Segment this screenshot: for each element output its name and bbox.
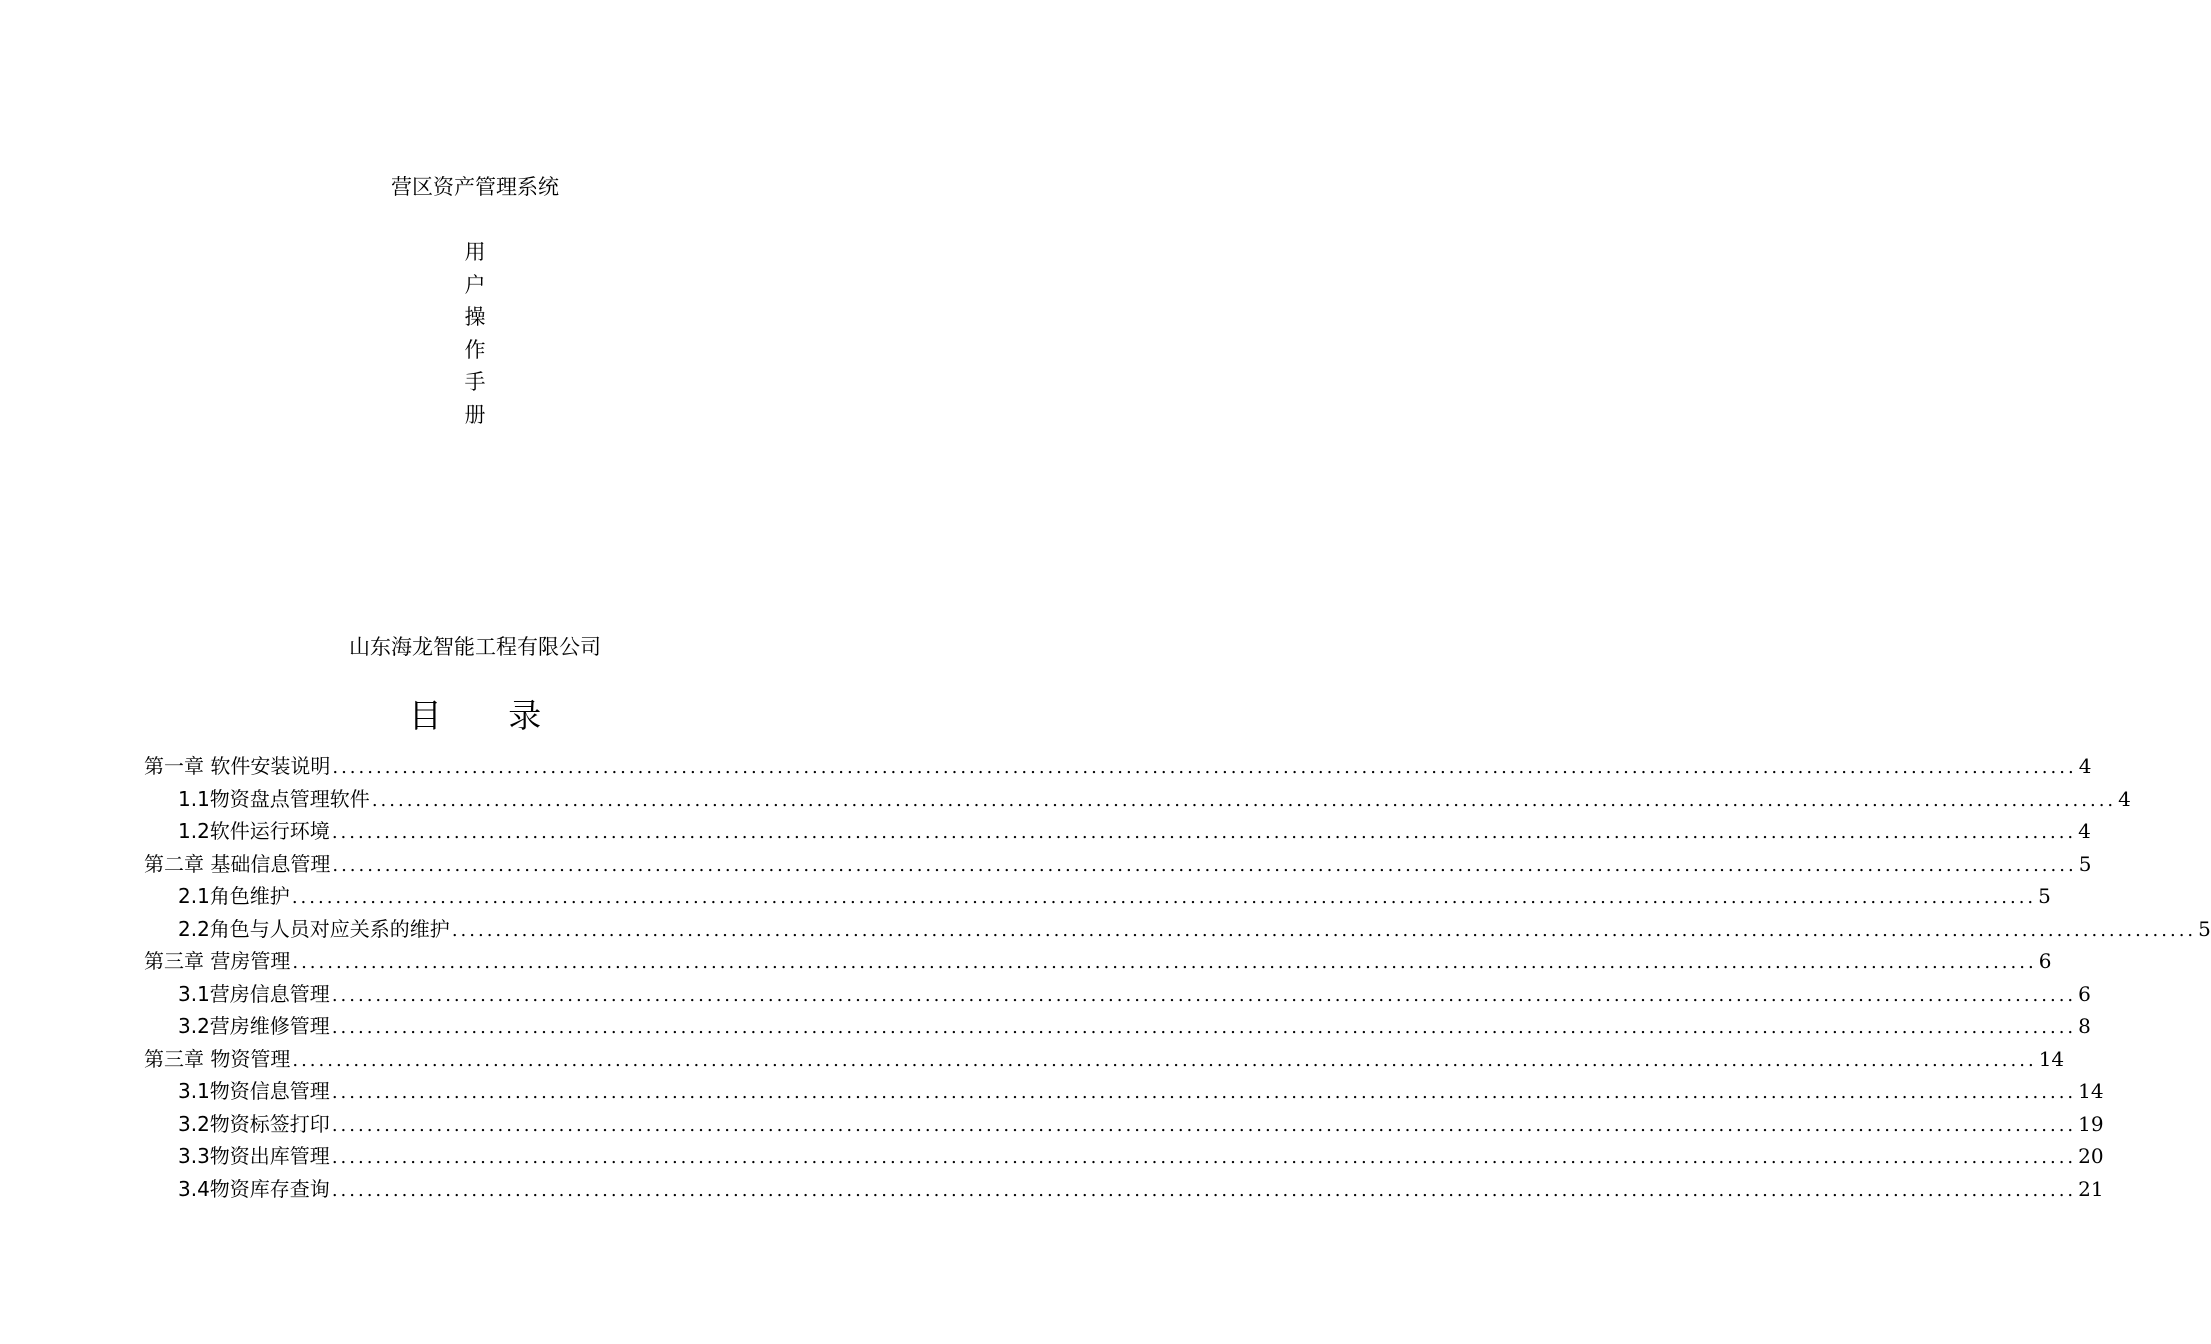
toc-dot-leader: ........................................................................................................................................................................................................	[292, 952, 2037, 973]
toc-entry-label: 第二章 基础信息管理	[144, 851, 331, 876]
toc-entry-page: 5	[2078, 851, 2092, 876]
toc-entry[interactable]	[144, 1173, 2104, 1206]
toc-entry-page: 21	[2078, 1176, 2104, 1201]
toc-entry[interactable]	[144, 1010, 2091, 1043]
toc-entry-page: 19	[2078, 1111, 2104, 1136]
toc-entry-label: 1.1物资盘点管理软件	[178, 786, 370, 811]
system-title: 营区资产管理系统	[391, 175, 559, 199]
toc-dot-leader: ........................................................................................................................................................................................................	[331, 1017, 2077, 1038]
toc-entry-label: 第一章 软件安装说明	[144, 754, 331, 778]
toc-dot-leader: ........................................................................................................................................................................................................	[331, 822, 2077, 843]
toc-entry[interactable]	[144, 1140, 2104, 1173]
toc-entry-page: 14	[2038, 1046, 2065, 1071]
toc-dot-leader: ........................................................................................................................................................................................................	[331, 1114, 2077, 1136]
manual-title-char: 用	[464, 240, 486, 264]
toc-entry-label: 第三章 营房管理	[144, 949, 291, 973]
toc-entry-page: 4	[2078, 754, 2092, 778]
toc-entry-page: 6	[2038, 949, 2052, 973]
toc-entry-page: 8	[2078, 1014, 2091, 1038]
manual-title-char: 册	[464, 402, 486, 427]
toc-dot-leader: ........................................................................................................................................................................................................	[291, 887, 2037, 908]
toc-entry[interactable]	[144, 1075, 2104, 1108]
manual-title-char: 作	[464, 337, 486, 362]
toc-dot-leader: ........................................................................................................................................................................................................	[331, 1082, 2077, 1103]
toc-entry[interactable]	[144, 880, 2051, 913]
toc-dot-leader: ........................................................................................................................................................................................................	[331, 1147, 2077, 1168]
toc-entry-label: 3.4物资库存查询	[178, 1176, 330, 1201]
toc-entry-label: 第三章 物资管理	[144, 1046, 291, 1071]
toc-entry-page: 4	[2078, 819, 2091, 843]
toc-entry[interactable]	[144, 945, 2052, 978]
toc-entry-label: 3.1营房信息管理	[178, 981, 330, 1006]
toc-entry-page: 5	[2038, 884, 2051, 908]
toc-entry-page: 5	[2198, 916, 2211, 941]
toc-entry[interactable]	[144, 978, 2091, 1011]
toc-entry-label: 3.2营房维修管理	[178, 1014, 330, 1038]
toc-entry-label: 2.1角色维护	[178, 884, 290, 908]
toc-entry-page: 4	[2118, 786, 2131, 811]
toc-entry-label: 2.2角色与人员对应关系的维护	[178, 916, 450, 941]
toc-entry[interactable]	[144, 815, 2091, 848]
toc-entry-page: 6	[2078, 981, 2091, 1006]
toc-entry-label: 1.2软件运行环境	[178, 819, 330, 843]
toc-entry[interactable]	[144, 783, 2131, 816]
toc-entry-page: 20	[2078, 1144, 2104, 1168]
manual-title-vertical	[0, 236, 950, 431]
toc-entry[interactable]	[144, 1108, 2104, 1141]
toc-dot-leader: ........................................................................................................................................................................................................	[451, 919, 2197, 941]
toc-entry-page: 14	[2078, 1079, 2104, 1103]
toc-title: 目 录	[408, 696, 570, 735]
toc-dot-leader: ........................................................................................................................................................................................................	[292, 1049, 2037, 1071]
toc-dot-leader: ........................................................................................................................................................................................................	[371, 789, 2117, 811]
toc-entry[interactable]	[144, 750, 2092, 783]
manual-title-char: 户	[464, 272, 486, 297]
toc-entry-label: 3.1物资信息管理	[178, 1079, 330, 1103]
toc-entry[interactable]	[144, 1043, 2065, 1076]
toc-dot-leader: ........................................................................................................................................................................................................	[331, 1179, 2077, 1201]
toc-entry[interactable]	[144, 848, 2092, 881]
manual-title-char: 操	[464, 305, 486, 329]
company-name: 山东海龙智能工程有限公司	[349, 635, 601, 659]
toc-dot-leader: ........................................................................................................................................................................................................	[332, 854, 2077, 876]
toc-entry-label: 3.2物资标签打印	[178, 1111, 330, 1136]
manual-title-char: 手	[464, 370, 486, 394]
table-of-contents	[144, 750, 2211, 1205]
toc-entry[interactable]	[144, 913, 2211, 946]
toc-entry-label: 3.3物资出库管理	[178, 1144, 330, 1168]
toc-dot-leader: ........................................................................................................................................................................................................	[332, 757, 2077, 778]
toc-dot-leader: ........................................................................................................................................................................................................	[331, 984, 2077, 1006]
